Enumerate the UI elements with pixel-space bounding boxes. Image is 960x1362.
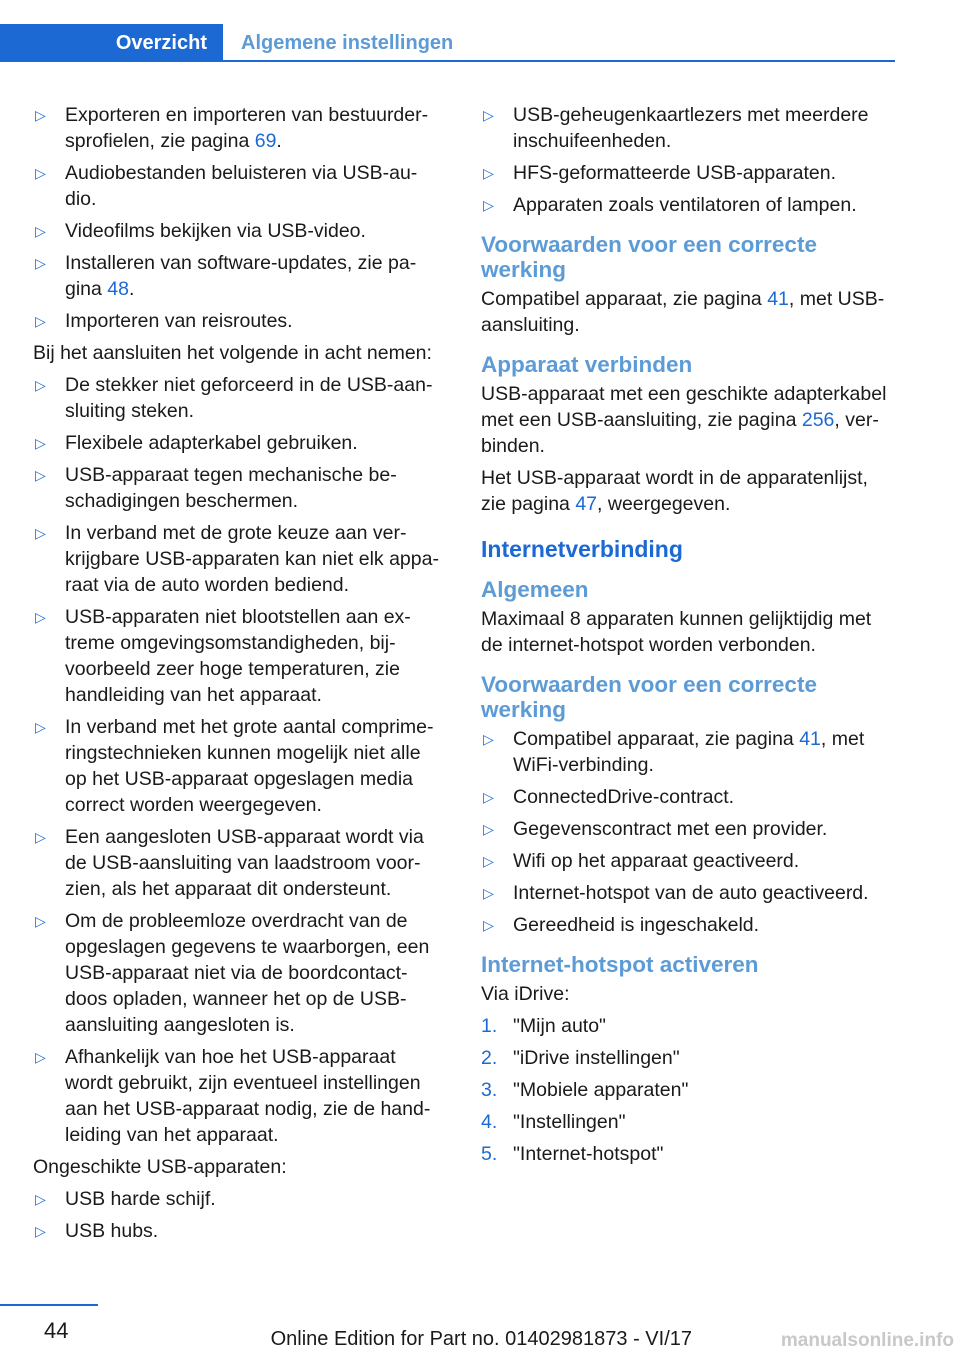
steps-list xyxy=(481,1013,897,1167)
list-item: ▷ Installeren van software-updates, zie pa-gina 48. xyxy=(35,252,417,300)
bullet-icon: ▷ xyxy=(35,255,46,271)
list-item: ▷ Audiobestanden beluisteren via USB-au-dio. xyxy=(35,162,418,210)
list-item: ▷ USB-apparaat tegen mechanische be-schadigingen beschermen. xyxy=(35,464,397,512)
bullet-icon: ▷ xyxy=(35,913,46,929)
bullet-icon: ▷ xyxy=(483,197,494,213)
right-column xyxy=(481,102,897,1173)
bullet-icon: ▷ xyxy=(35,609,46,625)
tab-overzicht[interactable]: Overzicht xyxy=(0,24,223,62)
step-number: 2. xyxy=(481,1047,498,1069)
left-column xyxy=(33,102,447,1250)
bullet-icon: ▷ xyxy=(483,917,494,933)
heading-general: Algemeen xyxy=(481,577,589,602)
list-precautions xyxy=(33,372,447,1148)
bullet-icon: ▷ xyxy=(35,467,46,483)
page-link[interactable]: 47 xyxy=(575,493,598,515)
bullet-icon: ▷ xyxy=(35,1049,46,1065)
list-item: ▷ USB-apparaten niet blootstellen aan ex-treme omgevingsomstandigheden, bij-voorbeeld zeer hoge temperaturen, zie handleiding van het apparaat. xyxy=(35,606,411,706)
watermark: manualsonline.info xyxy=(780,1330,954,1351)
paragraph: Bij het aansluiten het volgende in acht nemen: xyxy=(33,342,432,364)
list-unsuitable xyxy=(33,1186,447,1244)
heading-requirements-2: Voorwaarden voor een correcte werking xyxy=(481,672,817,722)
page-number: 44 xyxy=(44,1318,69,1343)
heading-hotspot: Internet-hotspot activeren xyxy=(481,952,759,977)
bullet-icon: ▷ xyxy=(483,165,494,181)
list-item: ▷ USB-geheugenkaartlezers met meerdere inschuifeenheden. xyxy=(483,104,869,152)
list-requirements xyxy=(481,726,897,938)
list-unsuitable-cont xyxy=(481,102,897,218)
list-item: ▷ Gereedheid is ingeschakeld. xyxy=(483,914,760,936)
heading-requirements: Voorwaarden voor een correcte werking xyxy=(481,232,817,282)
step-item: 5. "Internet-hotspot" xyxy=(481,1143,664,1165)
bullet-icon: ▷ xyxy=(483,107,494,123)
step-item: 3. "Mobiele apparaten" xyxy=(481,1079,689,1101)
list-item: ▷ Importeren van reisroutes. xyxy=(35,310,293,332)
footer-rule xyxy=(0,1304,98,1306)
list-item: ▷ Internet-hotspot van de auto geactiveerd. xyxy=(483,882,869,904)
step-number: 3. xyxy=(481,1079,498,1101)
bullet-icon: ▷ xyxy=(483,789,494,805)
page-link[interactable]: 41 xyxy=(799,728,821,750)
bullet-icon: ▷ xyxy=(35,525,46,541)
list-item: ▷ Flexibele adapterkabel gebruiken. xyxy=(35,432,358,454)
paragraph: Maximaal 8 apparaten kunnen gelijktijdig met de internet-hotspot worden verbonden. xyxy=(481,608,872,656)
list-item: ▷ Wifi op het apparaat geactiveerd. xyxy=(483,850,800,872)
bullet-icon: ▷ xyxy=(35,719,46,735)
bullet-icon: ▷ xyxy=(35,435,46,451)
list-item: ▷ HFS-geformatteerde USB-apparaten. xyxy=(483,162,836,184)
list-item: ▷ Videofilms bekijken via USB-video. xyxy=(35,220,366,242)
bullet-icon: ▷ xyxy=(35,313,46,329)
bullet-icon: ▷ xyxy=(483,853,494,869)
bullet-icon: ▷ xyxy=(35,1223,46,1239)
bullet-icon: ▷ xyxy=(35,1191,46,1207)
list-item: ▷ USB hubs. xyxy=(35,1220,159,1242)
page-link[interactable]: 48 xyxy=(107,278,129,300)
page-link[interactable]: 41 xyxy=(767,288,789,310)
header-tabs xyxy=(0,24,895,62)
list-item: ▷ Compatibel apparaat, zie pagina 41, met WiFi-verbinding. xyxy=(483,728,865,776)
bullet-icon: ▷ xyxy=(483,821,494,837)
list-item: ▷ In verband met de grote keuze aan ver-krijgbare USB-apparaten kan niet elk appa-raat via de auto worden bediend. xyxy=(35,522,439,596)
page-link[interactable]: 256 xyxy=(801,409,835,431)
paragraph: Via iDrive: xyxy=(481,983,570,1005)
edition-text: Online Edition for Part no. 01402981873 - VI/17 xyxy=(270,1328,692,1350)
list-item: ▷ USB harde schijf. xyxy=(35,1188,216,1210)
heading-connect: Apparaat verbinden xyxy=(481,352,693,377)
step-number: 4. xyxy=(481,1111,498,1133)
list-item: ▷ Een aangesloten USB-apparaat wordt via de USB-aansluiting van laadstroom voor-zien, als het apparaat dit ondersteunt. xyxy=(35,826,424,900)
list-item: ▷ Apparaten zoals ventilatoren of lampen. xyxy=(483,194,857,216)
bullet-icon: ▷ xyxy=(35,223,46,239)
bullet-icon: ▷ xyxy=(35,829,46,845)
step-number: 1. xyxy=(481,1015,498,1037)
bullet-icon: ▷ xyxy=(35,165,46,181)
paragraph: Het USB-apparaat wordt in de apparatenlijst, zie pagina 47, weergegeven. xyxy=(481,467,868,515)
page-link[interactable]: 69 xyxy=(254,130,277,152)
paragraph: Ongeschikte USB-apparaten: xyxy=(33,1156,287,1178)
heading-internet: Internetverbinding xyxy=(481,536,683,562)
list-item: ▷ In verband met het grote aantal comprime-ringstechnieken kunnen mogelijk niet alle op het USB-apparaat opgeslagen media correct worden weergegeven. xyxy=(35,716,434,816)
paragraph: Compatibel apparaat, zie pagina 41, met USB-aansluiting. xyxy=(481,288,885,336)
bullet-icon: ▷ xyxy=(483,731,494,747)
list-features xyxy=(33,102,447,334)
paragraph: USB-apparaat met een geschikte adapterkabel met een USB-aansluiting, zie pagina 256, ver-binden. xyxy=(481,383,887,457)
list-item: ▷ De stekker niet geforceerd in de USB-aan-sluiting steken. xyxy=(35,374,433,422)
list-item: ▷ Afhankelijk van hoe het USB-apparaat wordt gebruikt, zijn eventueel instellingen aan het USB-apparaat nodig, zie de hand-leiding van het apparaat. xyxy=(35,1046,431,1146)
list-item: ▷ Om de probleemloze overdracht van de opgeslagen gegevens te waarborgen, een USB-apparaat niet via de boordcontact-doos opladen, wanneer het op de USB-aansluiting aangesloten is. xyxy=(35,910,430,1036)
step-number: 5. xyxy=(481,1143,498,1165)
header-rule xyxy=(0,60,895,62)
bullet-icon: ▷ xyxy=(35,377,46,393)
bullet-icon: ▷ xyxy=(483,885,494,901)
list-item: ▷ Gegevenscontract met een provider. xyxy=(483,818,828,840)
step-item: 2. "iDrive instellingen" xyxy=(481,1047,680,1069)
step-item: 1. "Mijn auto" xyxy=(481,1015,606,1037)
bullet-icon: ▷ xyxy=(35,107,46,123)
tab-algemene-instellingen[interactable]: Algemene instellingen xyxy=(241,32,454,54)
list-item: ▷ Exporteren en importeren van bestuurder-sprofielen, zie pagina 69. xyxy=(35,104,429,152)
step-item: 4. "Instellingen" xyxy=(481,1111,626,1133)
list-item: ▷ ConnectedDrive-contract. xyxy=(483,786,735,808)
